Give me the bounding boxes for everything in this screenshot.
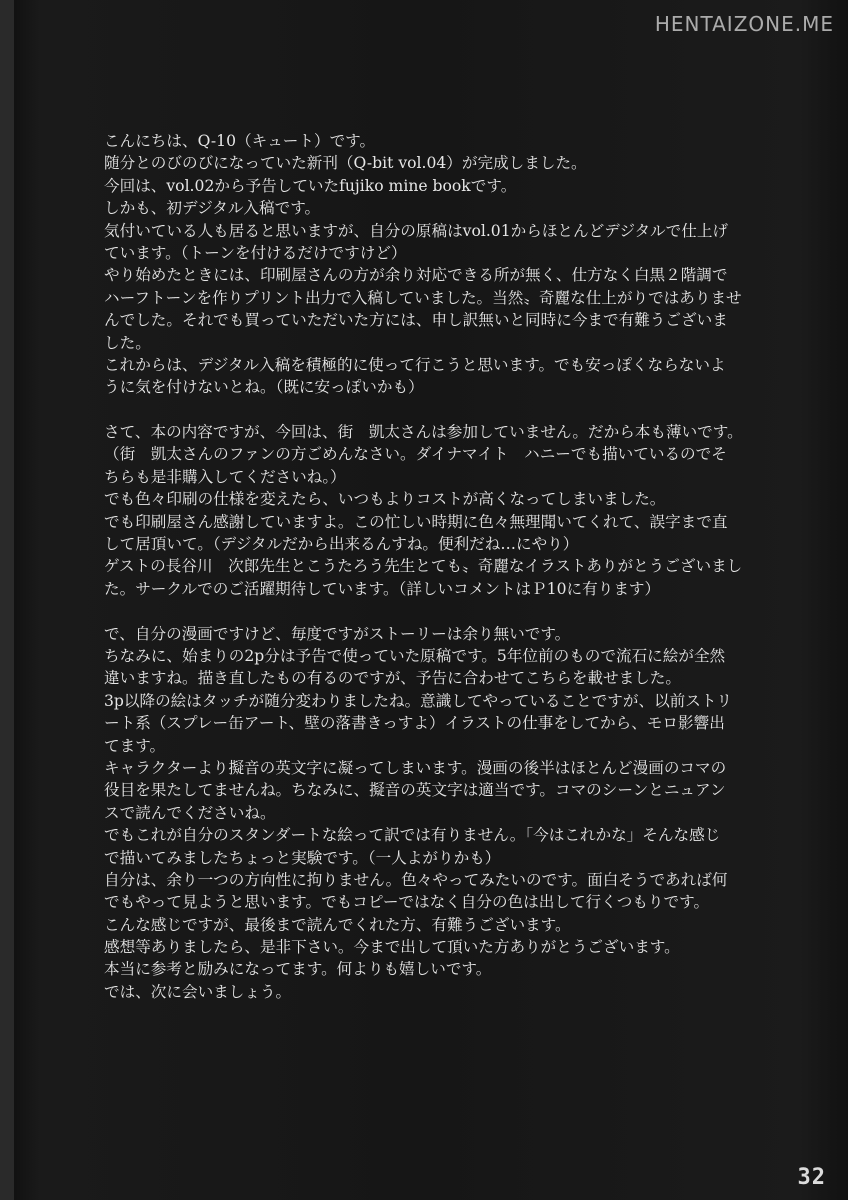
text-line: して居頂いて。（デジタルだから出来るんすね。便利だね…にやり） [104, 535, 579, 554]
text-line: キャラクターより擬音の英文字に凝ってしまいます。漫画の後半はほとんど漫画のコマの [104, 758, 727, 777]
text-line: 違いますね。描き直したもの有るのですが、予告に合わせてこちらを載せました。 [104, 669, 681, 688]
text-line: ています。（トーンを付けるだけですけど） [104, 243, 407, 262]
text-line: んでした。それでも買っていただいた方には、申し訳無いと同時に今まで有難うございま [104, 311, 728, 330]
text-line: ハーフトーンを作りプリント出力で入稿していました。当然〟奇麗な仕上がりではありませ [104, 288, 742, 307]
text-line: 今回は、vol.02から予告していたfujiko mine bookです。 [104, 176, 517, 195]
text-line: た。サークルでのご活躍期待しています。（詳しいコメントはＰ10に有ります） [104, 579, 661, 598]
text-line: 自分は、余り一つの方向性に拘りません。色々やってみたいのです。面白そうであれば何 [104, 870, 728, 889]
text-line: しかも、初デジタル入稿です。 [104, 199, 321, 218]
text-line: した。 [104, 333, 151, 352]
text-line: で、自分の漫画ですけど、毎度ですがストーリーは余り無いです。 [104, 624, 571, 643]
text-line: 3p以降の絵はタッチが随分変わりましたね。意識してやっていることですが、以前ストリ [104, 691, 733, 710]
text-line: ート系（スプレー缶アート、壁の落書きっすよ）イラストの仕事をしてから、モロ影響出 [104, 714, 725, 733]
text-line: ちらも是非購入してくださいね。） [104, 467, 346, 486]
text-line: 随分とのびのびになっていた新刊（Q-bit vol.04）が完成しました。 [104, 154, 587, 173]
paragraph [104, 421, 794, 600]
paragraph-gap [104, 399, 794, 421]
text-line: では、次に会いましょう。 [104, 982, 292, 1001]
text-line: さて、本の内容ですが、今回は、街 凱太さんは参加していません。だから本も薄いです。 [104, 423, 743, 442]
text-line: スで読んでくださいね。 [104, 803, 276, 822]
paragraph-gap [104, 600, 794, 622]
paragraph [104, 130, 794, 399]
text-line: でも印刷屋さん感謝していますよ。この忙しい時期に色々無理聞いてくれて、誤字まで直 [104, 512, 728, 531]
text-line: 感想等ありましたら、是非下さい。今まで出して頂いた方ありがとうございます。 [104, 938, 680, 957]
paragraph [104, 623, 794, 1004]
text-line: こんにちは、Q-10（キュート）です。 [104, 132, 376, 150]
text-line: ちなみに、始まりの2p分は予告で使っていた原稿です。5年位前のもので流石に絵が全然 [104, 646, 726, 665]
watermark: HENTAIZONE.ME [654, 12, 834, 36]
left-edge-strip [0, 0, 14, 1200]
text-line: 気付いている人も居ると思いますが、自分の原稿はvol.01からほとんどデジタルで仕上げ [104, 221, 729, 240]
text-line: 役目を果たしてませんね。ちなみに、擬音の英文字は適当です。コマのシーンとニュアン [104, 781, 726, 800]
text-line: 本当に参考と励みになってます。何よりも嬉しいです。 [104, 960, 492, 979]
text-line: （街 凱太さんのファンの方ごめんなさい。ダイナマイト ハニーでも描いているのでそ [104, 445, 727, 464]
text-line: てます。 [104, 736, 166, 755]
text-line: うに気を付けないとね。（既に安っぽいかも） [104, 378, 424, 397]
text-line: こんな感じですが、最後まで読んでくれた方、有難うございます。 [104, 915, 571, 934]
text-line: でもこれが自分のスタンダートな絵って訳では有りません。「今はこれかな」そんな感じ [104, 826, 721, 845]
text-line: でも色々印刷の仕様を変えたら、いつもよりコストが高くなってしまいました。 [104, 490, 666, 509]
text-line: でもやって見ようと思います。でもコピーではなく自分の色は出して行くつもりです。 [104, 893, 710, 912]
text-line: で描いてみましたちょっと実験です。（一人よがりかも） [104, 848, 501, 867]
text-line: これからは、デジタル入稿を積極的に使って行こうと思います。でも安っぽくならないよ [104, 355, 726, 374]
text-line: ゲストの長谷川 次郎先生とこうたろう先生とても〟奇麗なイラストありがとうございまし [104, 557, 743, 576]
body-text [104, 130, 794, 1003]
page-number: 32 [797, 1165, 826, 1190]
text-line: やり始めたときには、印刷屋さんの方が余り対応できる所が無く、仕方なく白黒２階調で [104, 266, 728, 285]
